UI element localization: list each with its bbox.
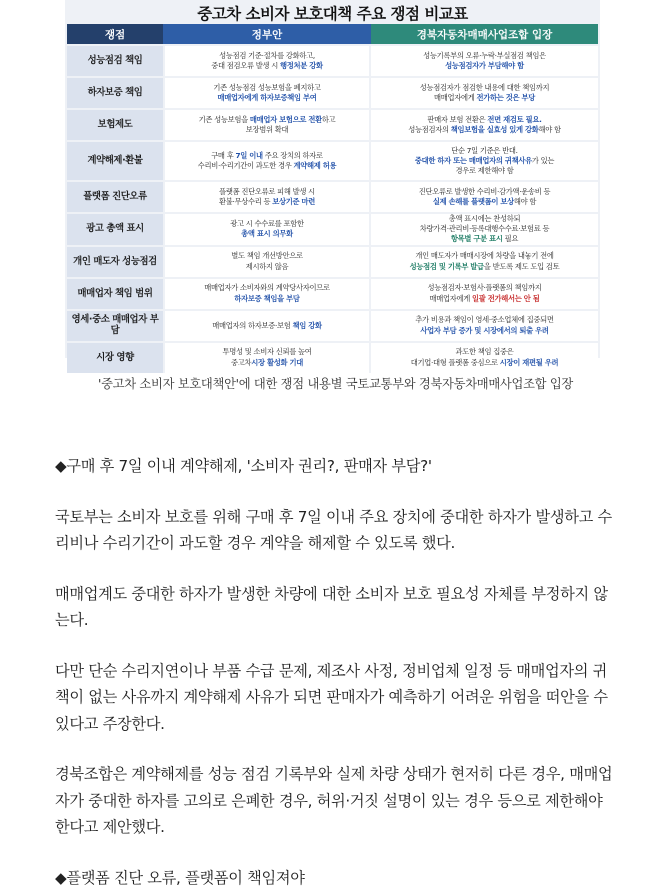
cell-text: 을 받도록 제도 도입 검토 <box>483 261 560 271</box>
government-cell <box>163 110 371 140</box>
cell-text: 판매자 보험 전환은 <box>427 114 488 124</box>
cell-text: 해야 함 <box>538 125 561 134</box>
cell-text: 추가 비용과 책임이 영세·중소업체에 집중되면 <box>415 315 554 325</box>
comparison-table <box>67 22 598 375</box>
figure-caption: '중고차 소비자 보호대책안'에 대한 쟁점 내용별 국토교통부와 경북자동차매매사업조합 입장 <box>97 377 574 391</box>
highlight-text: 시장 활성화 기대 <box>251 357 303 367</box>
association-cell <box>371 247 598 277</box>
cell-line <box>374 315 595 325</box>
cell-text: 총액 표시에는 찬성하되 <box>448 214 521 223</box>
table-title: 중고차 소비자 보호대책 주요 쟁점 비교표 <box>197 5 468 23</box>
cell-text: 기존 성능점검 성능보험을 폐지하고 <box>213 82 321 92</box>
cell-line <box>374 51 595 61</box>
cell-text: 별도 책임 개선방안으로 <box>231 251 303 261</box>
cell-text: 기존 성능보험을 <box>198 114 250 124</box>
cell-line <box>374 115 595 125</box>
highlight-text: 총액 표시 의무화 <box>241 229 293 239</box>
association-cell <box>371 182 598 212</box>
cell-text: 구매 후 <box>211 150 236 160</box>
section-heading: ◆플랫폼 진단 오류, 플랫폼이 책임져야 <box>55 868 305 887</box>
highlight-text: 보상기준 마련 <box>272 197 316 206</box>
highlight-text: 계약해제 허용 <box>293 161 337 170</box>
cell-line <box>168 125 366 135</box>
cell-line <box>168 251 366 261</box>
government-cell <box>163 279 371 309</box>
cell-text: 매매업자에게 <box>434 93 477 102</box>
cell-text: 매매업자에게 <box>429 293 473 303</box>
cell-line <box>168 229 366 239</box>
highlight-text: 책임 강화 <box>292 320 322 330</box>
association-cell <box>371 46 598 76</box>
header-association: 경북자동차매매사업조합 입장 <box>371 24 598 44</box>
cell-line <box>168 262 366 272</box>
government-cell <box>163 214 371 245</box>
government-cell <box>163 343 371 373</box>
cell-line <box>168 347 366 357</box>
highlight-text: 행정처분 강화 <box>280 61 323 70</box>
cell-text: 성능점검자가 점검한 내용에 대한 책임까지 <box>419 82 550 92</box>
row-label: 플랫폼 진단오류 <box>67 182 163 212</box>
cell-line <box>374 262 595 272</box>
paragraph: 매매업계도 중대한 하자가 발생한 차량에 대한 소비자 보호 필요성 자체를 부정하지 않는다. <box>55 584 608 629</box>
cell-text: 개인 매도자가 매매시장에 차량을 내놓기 전에 <box>415 251 554 261</box>
association-cell <box>371 78 598 108</box>
cell-line <box>168 321 366 331</box>
cell-line <box>374 166 595 176</box>
cell-line <box>374 347 595 357</box>
table-row <box>67 247 598 277</box>
highlight-text: 매매업자에게 하자보증책임 부여 <box>217 93 317 102</box>
row-label: 광고 총액 표시 <box>67 214 163 245</box>
cell-line <box>374 224 595 234</box>
cell-text: 주요 장치의 하자로 <box>262 150 323 160</box>
cell-line <box>168 358 366 368</box>
highlight-text: 시장이 재편될 우려 <box>499 357 559 367</box>
cell-text: 차량가격·관리비·등록대행수수료·보험료 등 <box>419 224 550 234</box>
cell-line <box>374 197 595 207</box>
table-row <box>67 78 598 108</box>
cell-text: 플랫폼 진단오류로 피해 발생 시 <box>219 186 315 196</box>
cell-line <box>168 187 366 197</box>
header-government: 정부안 <box>163 24 371 44</box>
cell-text: 보장범위 확대 <box>245 125 289 134</box>
cell-text: 진단오류로 발생한 수리비·감가액·운송비 등 <box>418 186 551 196</box>
cell-text: 매매업자가 소비자와의 계약당사자이므로 <box>204 283 330 293</box>
row-label: 하자보증 책임 <box>67 78 163 108</box>
highlight-text: 중대한 하자 또는 매매업자의 귀책사유 <box>414 155 532 165</box>
cell-text: 투명성 및 소비자 신뢰를 높여 <box>222 347 312 357</box>
paragraph: 국토부는 소비자 보호를 위해 구매 후 7일 이내 주요 장치에 중대한 하자가 발생하고 수리비나 수리기간이 과도할 경우 계약을 해제할 수 있도록 했다. <box>55 507 612 552</box>
cell-line <box>168 219 366 229</box>
cell-line <box>168 161 366 171</box>
paragraph: 다만 단순 수리지연이나 부품 수급 문제, 제조사 사정, 정비업체 일정 등 매매업자의 귀책이 없는 사유까지 계약해제 사유가 되면 판매자가 예측하기 어려운 위험을 떠안을 수 있다고 주장한다. <box>55 661 608 733</box>
association-cell <box>371 279 598 309</box>
cell-text: 경우로 제한해야 함 <box>455 166 514 176</box>
cell-text: 중대 점검오류 발생 시 <box>211 61 281 70</box>
article-body <box>55 453 615 891</box>
cell-text: 필요 <box>502 234 519 244</box>
cell-text: 하고 <box>321 114 336 124</box>
cell-text: 성능점검자·보험사·플랫폼의 책임까지 <box>427 283 542 293</box>
table-row <box>67 279 598 309</box>
cell-line <box>168 93 366 103</box>
row-label: 개인 매도자 성능점검 <box>67 247 163 277</box>
cell-text: 제시하지 않음 <box>245 261 289 271</box>
highlight-text: 일괄 전가해서는 안 됨 <box>472 293 540 303</box>
cell-text: 광고 시 수수료를 포함한 <box>230 219 304 229</box>
table-row <box>67 182 598 212</box>
row-label: 시장 영향 <box>67 343 163 373</box>
cell-line <box>374 326 595 336</box>
cell-line <box>374 125 595 135</box>
government-cell <box>163 142 371 180</box>
cell-line <box>168 51 366 61</box>
cell-text: 대기업·대형 플랫폼 중심으로 <box>410 357 500 367</box>
highlight-text: 항목별 구분 표시 <box>450 234 503 244</box>
cell-line <box>168 83 366 93</box>
cell-line <box>168 151 366 161</box>
government-cell <box>163 46 371 76</box>
table-row <box>67 214 598 245</box>
highlight-text: 책임보험을 실효성 있게 강화 <box>450 125 539 134</box>
government-cell <box>163 311 371 341</box>
table-row <box>67 110 598 140</box>
comparison-table-image <box>65 0 600 367</box>
cell-line <box>374 93 595 103</box>
highlight-text: 하자보증 책임을 부담 <box>234 293 300 303</box>
cell-line <box>374 214 595 224</box>
cell-line <box>374 234 595 244</box>
header-issue: 쟁점 <box>67 24 163 44</box>
cell-line <box>374 294 595 304</box>
cell-line <box>374 61 595 71</box>
cell-text: 성능점검 기준·절차를 강화하고, <box>219 50 315 60</box>
table-row <box>67 343 598 373</box>
highlight-text: 매매업자 보험으로 전환 <box>249 114 322 124</box>
cell-text: 과도한 책임 집중은 <box>455 347 514 357</box>
section-heading: ◆구매 후 7일 이내 계약해제, '소비자 권리?, 판매자 부담?' <box>55 457 432 475</box>
cell-text: 수리비·수리기간이 과도한 경우 <box>197 161 294 170</box>
table-row <box>67 142 598 180</box>
cell-text: 중고차 <box>231 357 252 367</box>
cell-text: 단순 7일 기준은 반대. <box>451 145 518 155</box>
association-cell <box>371 343 598 373</box>
association-cell <box>371 142 598 180</box>
cell-line <box>168 197 366 207</box>
highlight-text: 실제 손해를 플랫폼이 보상 <box>432 197 514 206</box>
cell-line <box>168 115 366 125</box>
cell-line <box>374 146 595 156</box>
row-label: 영세·중소 매매업자 부담 <box>67 311 163 341</box>
government-cell <box>163 247 371 277</box>
cell-text: 환불·무상수리 등 <box>218 197 273 206</box>
cell-text: 가 있는 <box>531 155 555 165</box>
cell-line <box>168 61 366 71</box>
association-cell <box>371 311 598 341</box>
row-label: 계약해제·환불 <box>67 142 163 180</box>
highlight-text: 성능점검 및 기록부 발급 <box>409 261 484 271</box>
cell-line <box>374 187 595 197</box>
government-cell <box>163 182 371 212</box>
cell-line <box>374 251 595 261</box>
table-header-row <box>67 24 598 44</box>
cell-line <box>374 283 595 293</box>
association-cell <box>371 214 598 245</box>
cell-line <box>374 156 595 166</box>
row-label: 보험제도 <box>67 110 163 140</box>
cell-line <box>168 283 366 293</box>
highlight-text: 전가하는 것은 부당 <box>476 93 535 102</box>
highlight-text: 전면 재검토 필요. <box>487 114 542 124</box>
table-row <box>67 46 598 76</box>
highlight-text: 성능점검자가 부담해야 함 <box>445 61 524 70</box>
highlight-text: 사업자 부담 증가 및 시장에서의 퇴출 우려 <box>420 325 549 335</box>
row-label: 성능점검 책임 <box>67 46 163 76</box>
cell-text: 성능점검자의 <box>408 125 451 134</box>
association-cell <box>371 110 598 140</box>
table-row <box>67 311 598 341</box>
cell-text: 성능기록부의 오류·누락·부실점검 책임은 <box>423 50 546 60</box>
government-cell <box>163 78 371 108</box>
cell-text: 해야 함 <box>513 197 537 206</box>
row-label: 매매업자 책임 범위 <box>67 279 163 309</box>
cell-line <box>168 294 366 304</box>
paragraph: 경북조합은 계약해제를 성능 점검 기록부와 실제 차량 상태가 현저히 다른 경우, 매매업자가 중대한 하자를 고의로 은폐한 경우, 허위·거짓 설명이 있는 경우 등으로 제한해야 한다고 제안했다. <box>55 765 613 836</box>
cell-line <box>374 358 595 368</box>
highlight-text: 7일 이내 <box>235 150 263 160</box>
cell-line <box>374 83 595 93</box>
cell-text: 매매업자의 하자보증·보험 <box>212 320 293 330</box>
